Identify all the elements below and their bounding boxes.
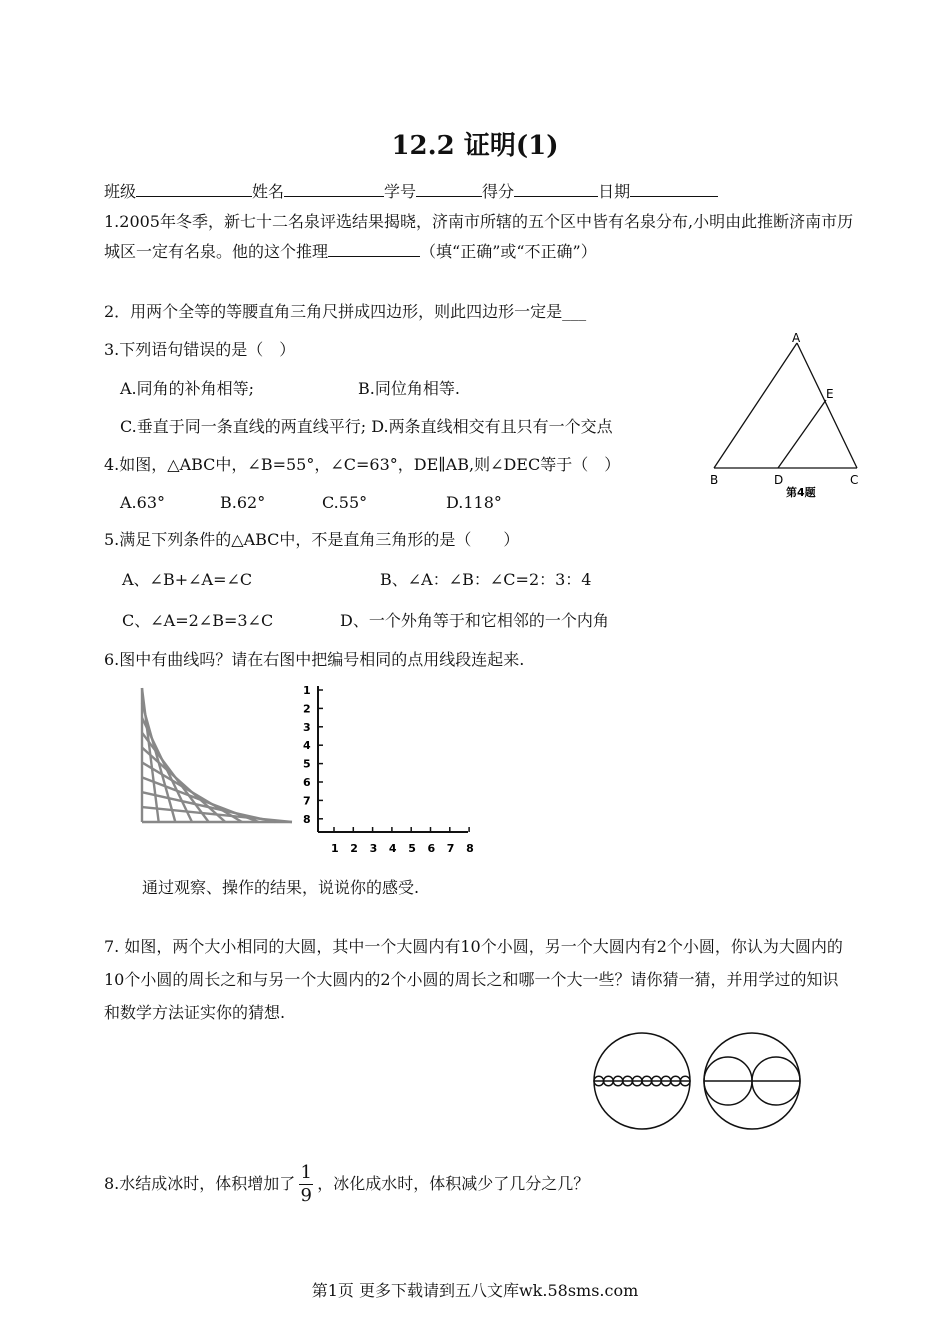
id-blank[interactable]	[416, 180, 482, 197]
fraction-denominator: 9	[300, 1185, 312, 1206]
y-tick-label-8: 8	[303, 812, 311, 826]
y-tick-label-4: 4	[303, 739, 311, 753]
question-3-option-d[interactable]: D.两条直线相交有且只有一个交点	[371, 417, 613, 436]
y-tick-label-1: 1	[303, 684, 311, 697]
y-tick-label-6: 6	[303, 776, 311, 789]
curve-envelope-figure	[130, 682, 300, 842]
question-6-text: 6.图中有曲线吗？请在右图中把编号相同的点用线段连起来.	[104, 650, 525, 669]
label-d: D	[774, 473, 784, 487]
question-4-option-a[interactable]: A.63°	[120, 493, 165, 512]
x-tick-label-1: 1	[331, 842, 339, 855]
label-b: B	[710, 473, 719, 487]
question-4-text: 4.如图，△ABC中，∠B=55°，∠C=63°，DE∥AB,则∠DEC等于（ ）	[104, 455, 621, 474]
student-info-line	[104, 180, 718, 202]
label-e: E	[826, 387, 834, 401]
side-ab	[714, 343, 797, 468]
label-a: A	[792, 331, 801, 345]
question-5-option-b[interactable]: B、∠A：∠B：∠C=2：3：4	[380, 570, 592, 589]
question-1-blank[interactable]	[328, 240, 420, 257]
side-ac	[797, 343, 857, 468]
date-blank[interactable]	[630, 180, 718, 197]
circles-figure	[590, 1030, 820, 1140]
x-tick-label-8: 8	[466, 842, 474, 855]
fraction-one-ninth	[299, 1162, 313, 1207]
question-4-option-c[interactable]: C.55°	[322, 493, 368, 512]
triangle-figure	[700, 330, 870, 505]
fraction-numerator: 1	[300, 1162, 312, 1183]
question-3-text: 3.下列语句错误的是（ ）	[104, 340, 296, 359]
question-8-text-b: ，冰化成水时，体积减少了几分之几？	[317, 1174, 590, 1193]
question-4-option-d[interactable]: D.118°	[446, 493, 502, 512]
name-label: 姓名	[252, 182, 285, 201]
page-title: 12.2 证明(1)	[391, 131, 559, 161]
question-4-option-b[interactable]: B.62°	[220, 493, 266, 512]
y-tick-label-7: 7	[303, 794, 311, 808]
label-c: C	[850, 473, 859, 487]
question-2-text: 2．用两个全等的等腰直角三角尺拼成四边形，则此四边形一定是___	[104, 302, 587, 321]
class-blank[interactable]	[136, 180, 252, 197]
x-tick-label-6: 6	[427, 842, 436, 855]
figure-caption: 第4题	[786, 486, 816, 499]
name-blank[interactable]	[284, 180, 384, 197]
class-label: 班级	[104, 182, 137, 201]
connect-points-grid[interactable]	[296, 680, 476, 860]
score-label: 得分	[482, 182, 515, 201]
x-tick-label-5: 5	[408, 842, 416, 855]
question-5-option-d[interactable]: D、一个外角等于和它相邻的一个内角	[340, 611, 609, 630]
question-6-follow-up: 通过观察、操作的结果，说说你的感受.	[142, 878, 420, 897]
question-8	[104, 1162, 589, 1207]
question-3-option-c[interactable]: C.垂直于同一条直线的两直线平行;	[120, 417, 367, 436]
score-blank[interactable]	[514, 180, 598, 197]
question-3-option-a[interactable]: A.同角的补角相等;	[120, 379, 255, 398]
question-3-options-cd	[120, 417, 684, 437]
question-1	[104, 207, 854, 267]
y-tick-label-2: 2	[303, 702, 311, 716]
id-label: 学号	[384, 182, 417, 201]
question-3-option-b[interactable]: B.同位角相等.	[358, 379, 460, 398]
question-1-hint: （填“正确”或“不正确”）	[420, 242, 597, 261]
question-8-text-a: 8.水结成冰时，体积增加了	[104, 1174, 296, 1193]
question-5-text: 5.满足下列条件的△ABC中，不是直角三角形的是（ ）	[104, 530, 520, 549]
x-tick-label-4: 4	[388, 842, 397, 855]
y-tick-label-3: 3	[303, 720, 311, 734]
y-tick-label-5: 5	[303, 757, 311, 771]
page-footer: 第1页 更多下载请到五八文库wk.58sms.com	[311, 1281, 639, 1300]
question-1-text: 1.2005年冬季，新七十二名泉评选结果揭晓，济南市所辖的五个区中皆有名泉分布,小明由此推断济南市历城区一定有名泉。他的这个推理	[104, 212, 854, 261]
x-tick-label-3: 3	[369, 842, 378, 855]
question-5-option-c[interactable]: C、∠A=2∠B=3∠C	[122, 611, 274, 630]
x-tick-label-7: 7	[446, 842, 455, 855]
date-label: 日期	[598, 182, 631, 201]
x-tick-label-2: 2	[350, 842, 358, 855]
segment-de	[778, 400, 826, 468]
question-5-option-a[interactable]: A、∠B+∠A=∠C	[122, 570, 253, 589]
question-7-text: 7. 如图，两个大小相同的大圆，其中一个大圆内有10个小圆，另一个大圆内有2个小圆，你认为大圆内的10个小圆的周长之和与另一个大圆内的2个小圆的周长之和哪一个大一些？请你猜一猜，并用学过的知识和数学方法证实你的猜想.	[104, 937, 843, 1022]
